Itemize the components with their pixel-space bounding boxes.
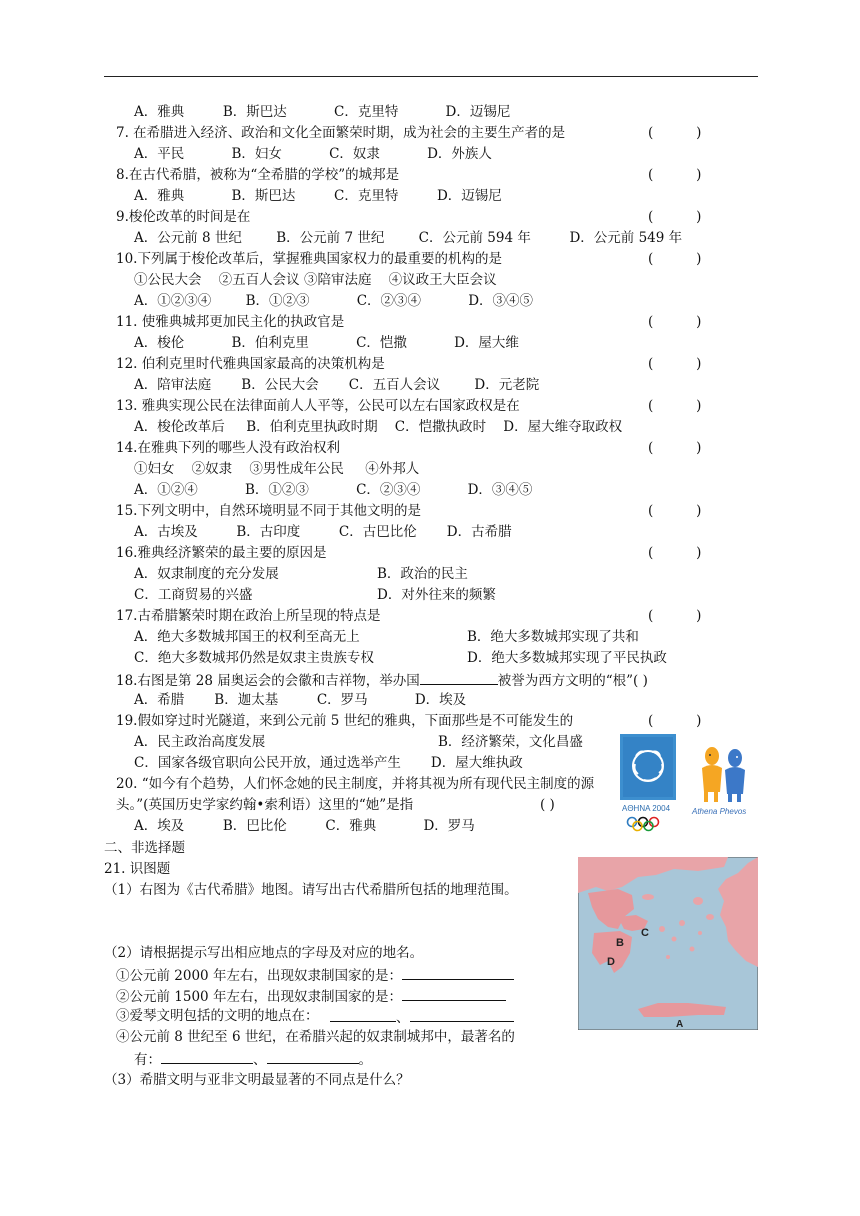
text-line: A．①②④ B．①②③ C．②③④ D．③④⑤ (134, 482, 533, 498)
ancient-greece-map (578, 857, 758, 1034)
answer-bracket[interactable]: ( ) (648, 167, 702, 183)
text-line: A．雅典 B．斯巴达 C．克里特 D．迈锡尼 (134, 104, 511, 120)
text-line: ③爱琴文明包括的文明的地点在： (116, 1008, 319, 1024)
text-line: 20. “如今有个趋势，人们怀念她的民主制度，并将其视为所有现代民主制度的源 (116, 776, 595, 792)
text-line: A．平民 B．妇女 C．奴隶 D．外族人 (134, 146, 492, 162)
text-line: ①公民大会 ②五百人会议 ③陪审法庭 ④议政王大臣会议 (134, 272, 497, 288)
text-line: 21. 识图题 (104, 861, 171, 877)
text-line: 15.下列文明中，自然环境明显不同于其他文明的是 (116, 503, 421, 519)
answer-bracket[interactable]: ( ) (648, 125, 702, 141)
text-line: A．古埃及 B．古印度 C．古巴比伦 D．古希腊 (134, 524, 512, 540)
q21-item-3-blanks: 、 (330, 1007, 514, 1027)
text-line: 17.古希腊繁荣时期在政治上所呈现的特点是 (116, 608, 381, 624)
q21-item-1: ①公元前 2000 年左右，出现奴隶制国家的是： (116, 965, 514, 985)
text-line: 头。”(英国历史学家约翰•索利语）这里的“她”是指 (116, 797, 414, 813)
text-line: A．梭伦 B．伯利克里 C．恺撒 D．屋大维 (134, 335, 519, 351)
q18-text: 18.右图是第 28 届奥运会的会徽和吉祥物，举办国 (116, 673, 420, 689)
svg-text:B: B (616, 937, 624, 949)
svg-text:C: C (641, 927, 649, 939)
answer-bracket[interactable]: ( ) (648, 356, 702, 372)
text-line: 9.梭伦改革的时间是在 (116, 209, 251, 225)
text-line: C．国家各级官职向公民开放，通过选举产生 D．屋大维执政 (134, 755, 523, 771)
text-line: （2）请根据提示写出相应地点的字母及对应的地名。 (104, 945, 424, 961)
text-line: 13. 雅典实现公民在法律面前人人平等，公民可以左右国家政权是在 (116, 398, 520, 414)
text-line: （1）右图为《古代希腊》地图。请写出古代希腊所包括的地理范围。 (104, 882, 518, 898)
answer-bracket[interactable]: ( ) (648, 209, 702, 225)
text-line: A．雅典 B．斯巴达 C．克里特 D．迈锡尼 (134, 188, 502, 204)
text-line: 19.假如穿过时光隧道，来到公元前 5 世纪的雅典，下面那些是不可能发生的 (116, 713, 574, 729)
answer-bracket[interactable]: ( ) (648, 608, 702, 624)
text-line: A．梭伦改革后 B．伯利克里执政时期 C．恺撒执政时 D．屋大维夺取政权 (134, 419, 623, 435)
answer-bracket[interactable]: ( ) (648, 503, 702, 519)
answer-bracket[interactable]: ( ) (648, 545, 702, 561)
text-line: 16.雅典经济繁荣的最主要的原因是 (116, 545, 327, 561)
q18-text-after: 被誉为西方文明的“根”( ) (497, 673, 648, 689)
text-line: A．陪审法庭 B．公民大会 C．五百人会议 D．元老院 (134, 377, 540, 393)
q20-bracket: ( ) (540, 797, 555, 813)
text-line: （3）希腊文明与亚非文明最显著的不同点是什么？ (104, 1072, 410, 1088)
answer-bracket[interactable]: ( ) (648, 440, 702, 456)
q21-item-4b: 有： 、 。 (134, 1049, 372, 1069)
text-line: A．民主政治高度发展 (134, 734, 266, 750)
svg-text:D: D (607, 956, 615, 968)
text-line: 10.下列属于梭伦改革后，掌握雅典国家权力的最重要的机构的是 (116, 251, 502, 267)
text-line: 14.在雅典下列的哪些人没有政治权利 (116, 440, 340, 456)
text-line: ④公元前 8 世纪至 6 世纪，在希腊兴起的奴隶制城邦中，最著名的 (116, 1029, 515, 1045)
header-rule (104, 76, 758, 77)
q21-blank-3b[interactable] (410, 1007, 514, 1022)
text-line: A．绝大多数城邦国王的权利至高无上 (134, 629, 360, 645)
answer-bracket[interactable]: ( ) (648, 314, 702, 330)
answer-bracket[interactable]: ( ) (648, 251, 702, 267)
olympic-emblem-icon (620, 734, 686, 832)
q21-blank-4a[interactable] (161, 1049, 253, 1064)
mascot-icon (690, 740, 760, 820)
athens-mascots (690, 740, 760, 824)
text-line: A．①②③④ B．①②③ C．②③④ D．③④⑤ (134, 293, 534, 309)
q21-blank-1[interactable] (402, 965, 514, 980)
answer-bracket[interactable]: ( ) (648, 713, 702, 729)
q18-line (116, 670, 648, 690)
text-line: ①妇女 ②奴隶 ③男性成年公民 ④外邦人 (134, 461, 420, 477)
q18-blank[interactable] (420, 670, 498, 685)
svg-text:A: A (676, 1019, 684, 1030)
text-line: B．政治的民主 (377, 566, 468, 582)
text-line: 8.在古代希腊，被称为“全希腊的学校”的城邦是 (116, 167, 400, 183)
q21-item-2: ②公元前 1500 年左右，出现奴隶制国家的是： (116, 986, 506, 1006)
text-line: C．工商贸易的兴盛 (134, 587, 253, 603)
q21-blank-4b[interactable] (267, 1049, 359, 1064)
text-line: 11. 使雅典城邦更加民主化的执政官是 (116, 314, 345, 330)
athens-2004-logo (620, 734, 686, 836)
text-line: D．绝大多数城邦实现了平民执政 (467, 650, 667, 666)
text-line: C．绝大多数城邦仍然是奴隶主贵族专权 (134, 650, 374, 666)
svg-text:AΘHNA 2004: AΘHNA 2004 (622, 804, 671, 813)
text-line: A．希腊 B．迦太基 C．罗马 D．埃及 (134, 692, 467, 708)
greece-map-icon (578, 857, 758, 1030)
text-line: 7. 在希腊进入经济、政治和文化全面繁荣时期，成为社会的主要生产者的是 (116, 125, 566, 141)
text-line: 12. 伯利克里时代雅典国家最高的决策机构是 (116, 356, 385, 372)
answer-bracket[interactable]: ( ) (648, 398, 702, 414)
text-line: D．对外往来的频繁 (377, 587, 496, 603)
text-line: A．埃及 B．巴比伦 C．雅典 D．罗马 (134, 818, 475, 834)
text-line: 二、非选择题 (104, 840, 185, 856)
text-line: A．公元前 8 世纪 B．公元前 7 世纪 C．公元前 594 年 D．公元前 549 年 (134, 230, 683, 246)
q21-blank-2[interactable] (402, 986, 506, 1001)
text-line: B．绝大多数城邦实现了共和 (467, 629, 639, 645)
text-line: A．奴隶制度的充分发展 (134, 566, 279, 582)
q21-blank-3a[interactable] (330, 1007, 396, 1022)
text-line: B．经济繁荣，文化昌盛 (438, 734, 583, 750)
svg-text:Athena Phevos: Athena Phevos (692, 807, 747, 816)
